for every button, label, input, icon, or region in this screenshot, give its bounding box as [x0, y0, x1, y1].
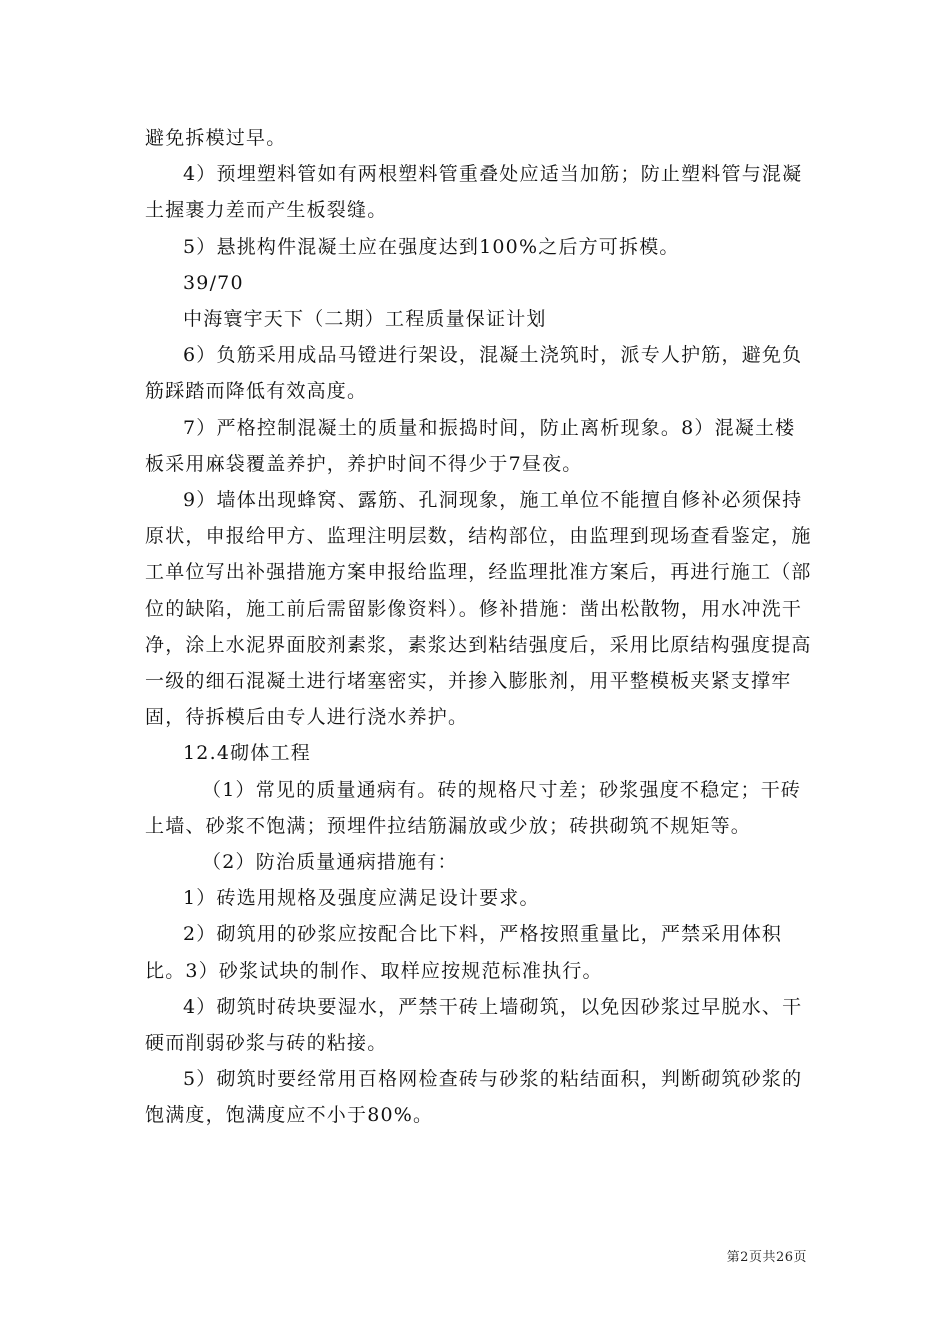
paragraph-15: 5）砌筑时要经常用百格网检查砖与砂浆的粘结面积，判断砌筑砂浆的饱满度，饱满度应不小于80%。: [145, 1068, 803, 1127]
paragraph-10: （1）常见的质量通病有。砖的规格尺寸差；砂浆强度不稳定；干砖上墙、砂浆不饱满；预埋件拉结筋漏放或少放；砖拱砌筑不规矩等。: [145, 778, 802, 837]
paragraph-12: 1）砖选用规格及强度应满足设计要求。: [183, 887, 540, 910]
paragraph-2: 4）预埋塑料管如有两根塑料管重叠处应适当加筋；防止塑料管与混凝土握裹力差而产生板裂缝。: [145, 163, 803, 222]
page-number-footer: 第2页共26页: [726, 1250, 807, 1265]
paragraph-7: 7）严格控制混凝土的质量和振捣时间，防止离析现象。8）混凝土楼板采用麻袋覆盖养护，养护时间不得少于7昼夜。: [145, 416, 796, 475]
paragraph-14: 4）砌筑时砖块要湿水，严禁干砖上墙砌筑，以免因砂浆过早脱水、干硬而削弱砂浆与砖的粘接。: [145, 995, 803, 1055]
paragraph-13: 2）砌筑用的砂浆应按配合比下料，严格按照重量比，严禁采用体积比。3）砂浆试块的制作、取样应按规范标准执行。: [145, 923, 783, 982]
paragraph-11: （2）防治质量通病措施有：: [202, 851, 458, 874]
paragraph-8: 9）墙体出现蜂窝、露筋、孔洞现象，施工单位不能擅自修补必须保持原状，申报给甲方、监理注明层数，结构部位，由监理到现场查看鉴定，施工单位写出补强措施方案申报给监理，经监理批准方案后，再进行施工（部位的缺陷，施工前后需留影像资料）。修补措施：凿出松散物，用水冲洗干净，涂上水泥界面胶剂素浆，素浆达到粘结强度后，采用比原结构强度提高一级的细石混凝土进行堵塞密实，并掺入膨胀剂，用平整模板夹紧支撑牢固，待拆模后由专人进行浇水养护。: [145, 489, 812, 729]
paragraph-1: 避免拆模过早。: [145, 127, 287, 149]
paragraph-5: 中海寰宇天下（二期）工程质量保证计划: [183, 308, 547, 331]
section-heading: 12.4砌体工程: [183, 742, 311, 765]
paragraph-4: 39/70: [183, 271, 244, 294]
paragraph-3: 5）悬挑构件混凝土应在强度达到100%之后方可拆模。: [183, 235, 680, 258]
document-body: [145, 120, 815, 1134]
paragraph-6: 6）负筋采用成品马镫进行架设，混凝土浇筑时，派专人护筋，避免负筋踩踏而降低有效高度。: [145, 344, 803, 403]
